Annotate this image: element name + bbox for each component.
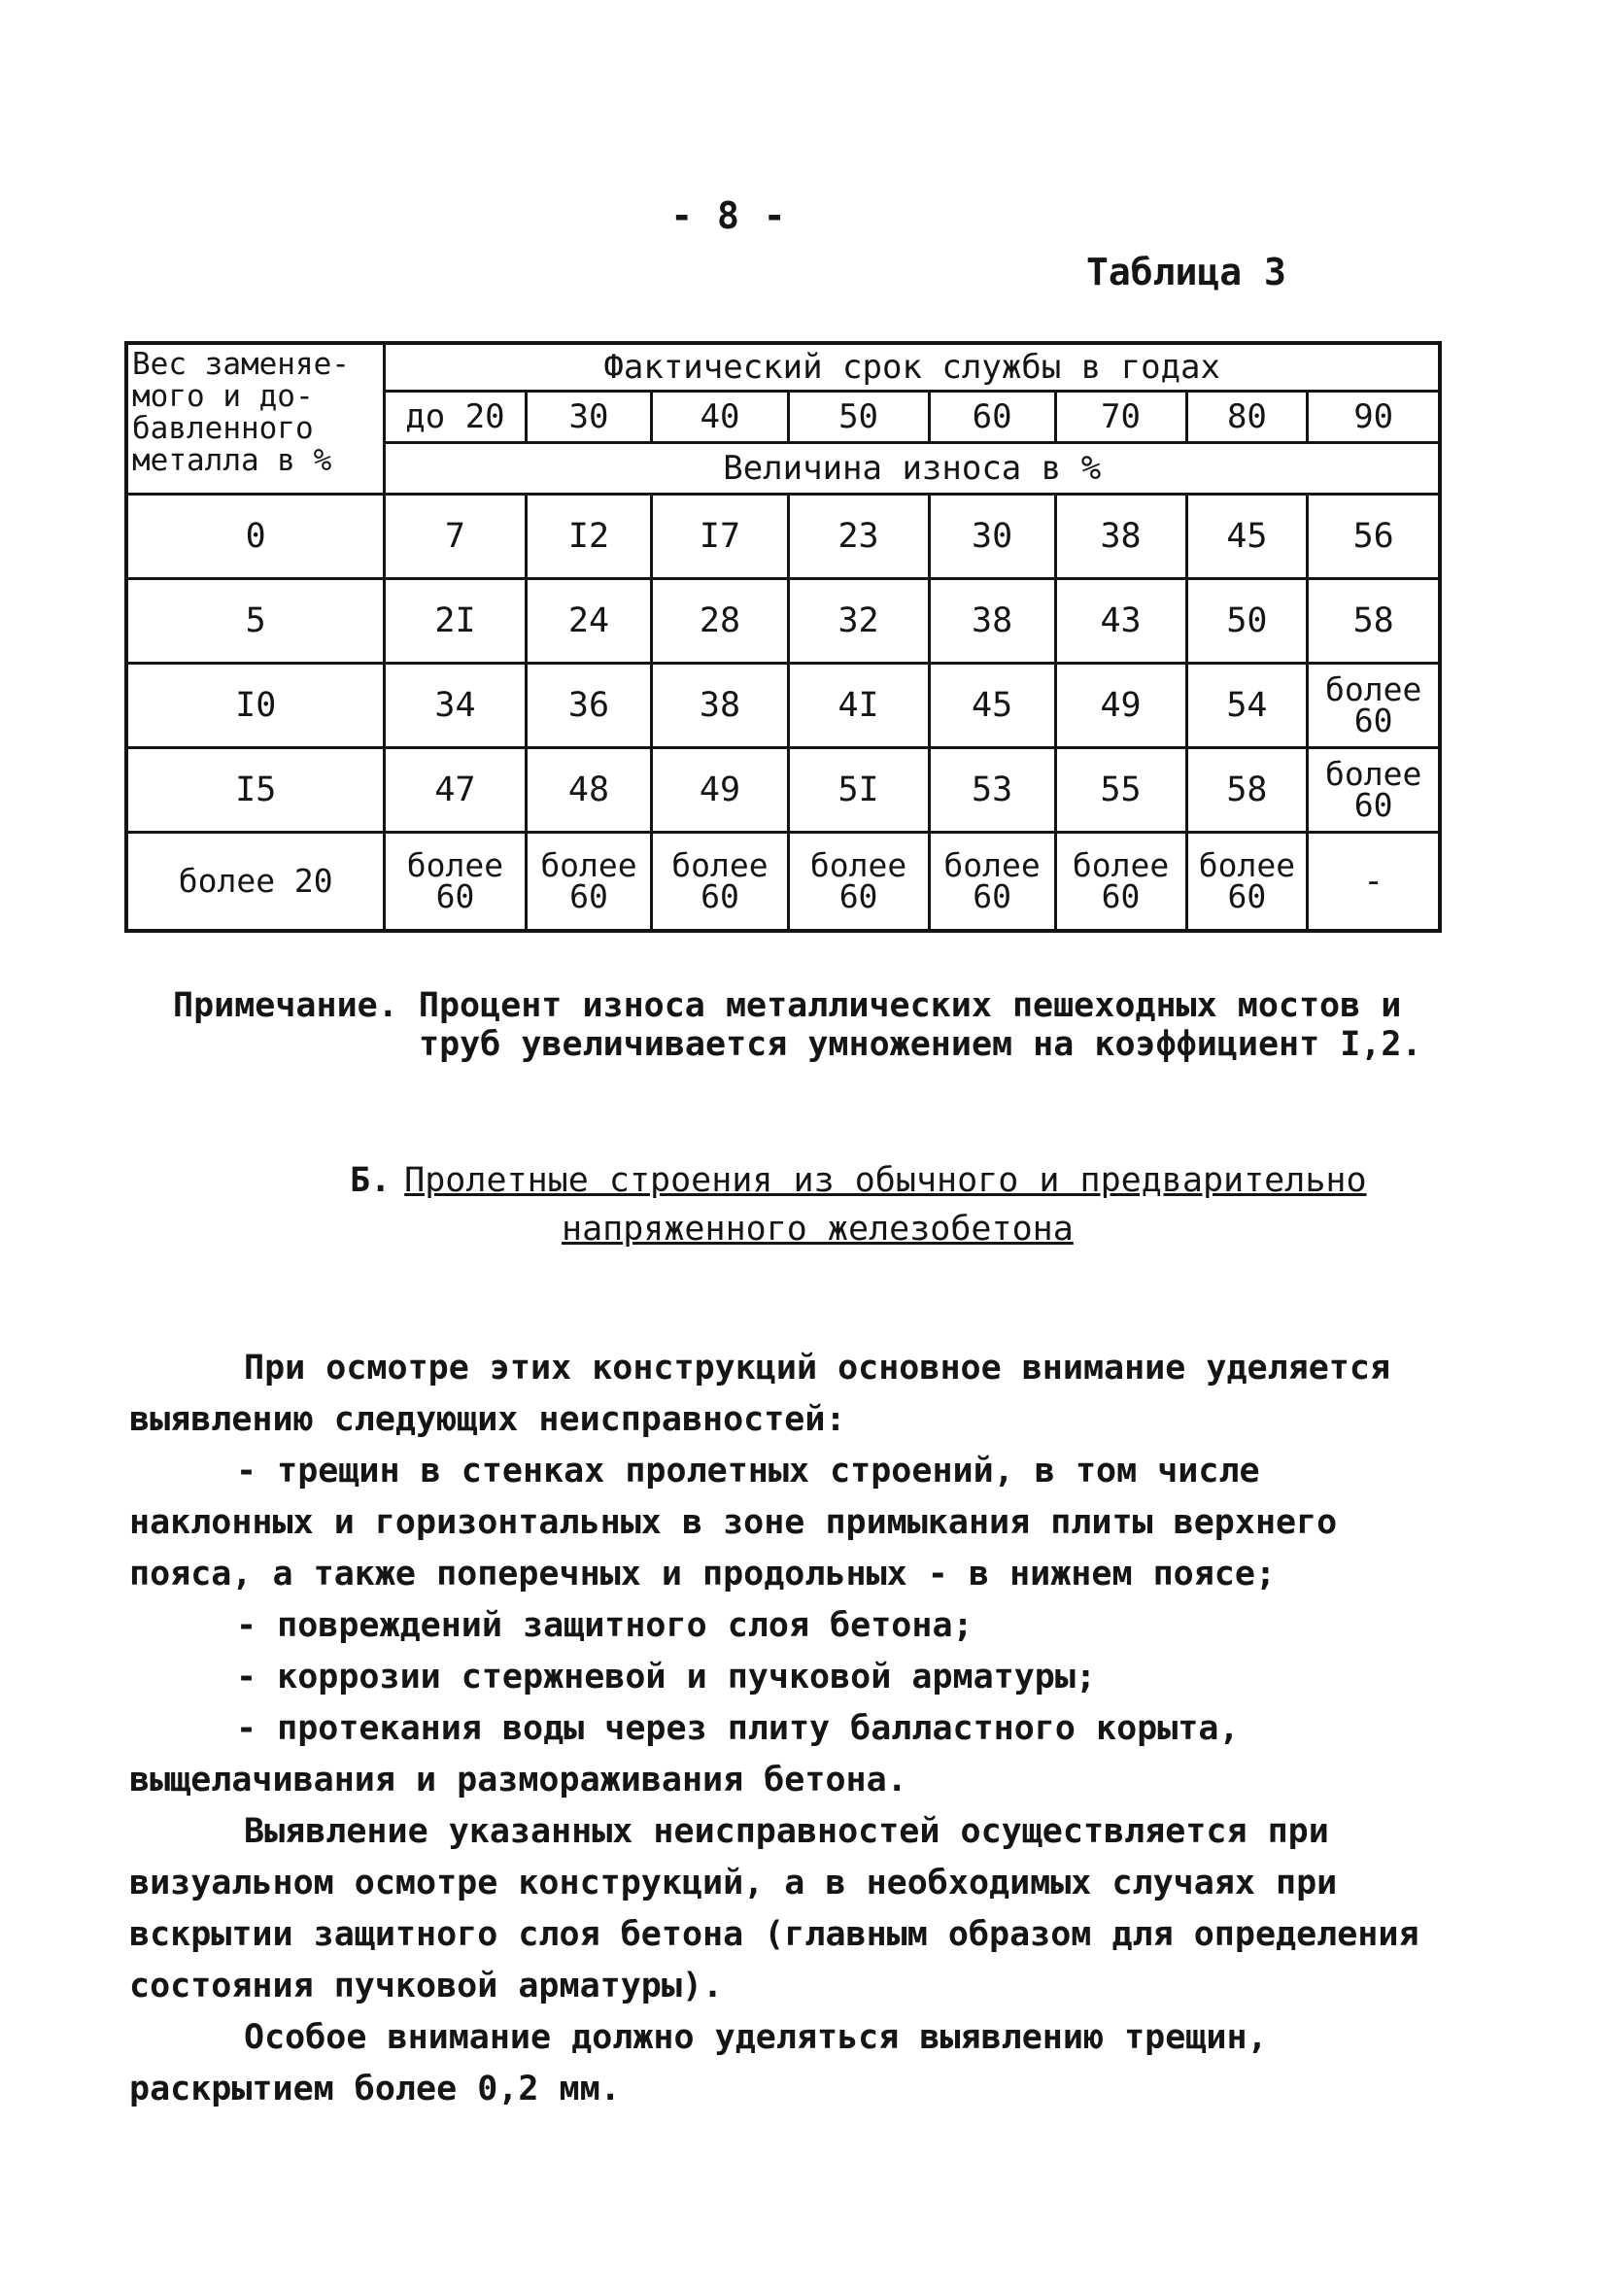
table-cell: более 60 xyxy=(1186,833,1308,932)
table-cell: 53 xyxy=(929,748,1055,833)
note-line-2: труб увеличивается умножением на коэффициент I,2. xyxy=(419,1025,1422,1064)
section-title-line-1: Пролетные строения из обычного и предварительно xyxy=(404,1161,1367,1200)
table-cell: 2I xyxy=(385,579,526,664)
year-header: 70 xyxy=(1055,392,1186,443)
table-cell: 5I xyxy=(788,748,929,833)
wear-table xyxy=(124,341,1442,933)
table-cell: 54 xyxy=(1186,664,1308,748)
table-cell: более 60 xyxy=(1308,664,1440,748)
table-cell: 32 xyxy=(788,579,929,664)
table-cell: более 60 xyxy=(1308,748,1440,833)
bullet-item: - коррозии стержневой и пучковой арматуры; xyxy=(236,1658,1097,1696)
table-cell: 23 xyxy=(788,495,929,579)
table-caption: Таблица 3 xyxy=(1086,251,1286,293)
row-label: I0 xyxy=(126,664,385,748)
year-header: 90 xyxy=(1308,392,1440,443)
table-cell: 38 xyxy=(929,579,1055,664)
table-title-header: Фактический срок службы в годах xyxy=(385,343,1440,392)
paragraph: Особое внимание должно уделяться выявлению трещин, раскрытием более 0,2 мм. xyxy=(129,2018,1268,2108)
row-label: 0 xyxy=(126,495,385,579)
year-header: 40 xyxy=(652,392,788,443)
table-cell: 50 xyxy=(1186,579,1308,664)
table-cell: 43 xyxy=(1055,579,1186,664)
table-cell: 56 xyxy=(1308,495,1440,579)
table-cell: 7 xyxy=(385,495,526,579)
paragraph: При осмотре этих конструкций основное внимание уделяется выявлению следующих неисправностей: xyxy=(129,1349,1391,1439)
table-cell: 49 xyxy=(652,748,788,833)
wear-label-header: Величина износа в % xyxy=(385,443,1440,495)
table-cell: 48 xyxy=(526,748,652,833)
table-row xyxy=(126,664,1440,748)
table-cell: I7 xyxy=(652,495,788,579)
row-label: более 20 xyxy=(126,833,385,932)
year-header: 30 xyxy=(526,392,652,443)
table-cell: 24 xyxy=(526,579,652,664)
table-row xyxy=(126,495,1440,579)
note-line-1: Процент износа металлических пешеходных мостов и xyxy=(418,986,1402,1025)
year-header: 50 xyxy=(788,392,929,443)
paragraph: Выявление указанных неисправностей осуществляется при визуальном осмотре конструкций, а в необходимых случаях при вскрытии защитного слоя бетона (главным образом для определения состояния пучковой арматуры). xyxy=(129,1812,1419,2005)
corner-header: Вес заменяе-мого и до-бавленного металла в % xyxy=(126,343,385,495)
table-row xyxy=(126,579,1440,664)
table-cell: более 60 xyxy=(652,833,788,932)
table-cell: 45 xyxy=(1186,495,1308,579)
note-label: Примечание. xyxy=(173,986,398,1025)
section-heading xyxy=(350,1156,1457,1253)
table-cell: 58 xyxy=(1186,748,1308,833)
table-cell: 38 xyxy=(652,664,788,748)
table-cell: 45 xyxy=(929,664,1055,748)
table-cell: 55 xyxy=(1055,748,1186,833)
section-letter: Б. xyxy=(350,1161,392,1200)
table-cell: 28 xyxy=(652,579,788,664)
table-cell: 47 xyxy=(385,748,526,833)
bullet-item: - повреждений защитного слоя бетона; xyxy=(236,1606,974,1645)
year-header: 80 xyxy=(1186,392,1308,443)
bullet-item: - протекания воды через плиту балластного корыта, выщелачивания и размораживания бетона. xyxy=(129,1709,1240,1799)
body-text xyxy=(129,1343,1460,2115)
table-cell: более 60 xyxy=(385,833,526,932)
table-cell: более 60 xyxy=(788,833,929,932)
table-cell: более 60 xyxy=(929,833,1055,932)
page-number: - 8 - xyxy=(670,194,787,237)
table-row xyxy=(126,833,1440,932)
table-cell: 4I xyxy=(788,664,929,748)
table-cell: 38 xyxy=(1055,495,1186,579)
year-header: 60 xyxy=(929,392,1055,443)
table-cell: I2 xyxy=(526,495,652,579)
bullet-item: - трещин в стенках пролетных строений, в том числе наклонных и горизонтальных в зоне примыкания плиты верхнего пояса, а также поперечных и продольных - в нижнем поясе; xyxy=(129,1452,1338,1593)
table-note xyxy=(173,986,1455,1064)
table-cell: 34 xyxy=(385,664,526,748)
table-cell: 58 xyxy=(1308,579,1440,664)
table-cell: 49 xyxy=(1055,664,1186,748)
section-title-line-2: напряженного железобетона xyxy=(562,1210,1074,1249)
year-header: до 20 xyxy=(385,392,526,443)
table-cell: 30 xyxy=(929,495,1055,579)
row-label: 5 xyxy=(126,579,385,664)
table-cell: - xyxy=(1308,833,1440,932)
table-row xyxy=(126,748,1440,833)
table-cell: более 60 xyxy=(526,833,652,932)
table-cell: 36 xyxy=(526,664,652,748)
table-cell: более 60 xyxy=(1055,833,1186,932)
row-label: I5 xyxy=(126,748,385,833)
